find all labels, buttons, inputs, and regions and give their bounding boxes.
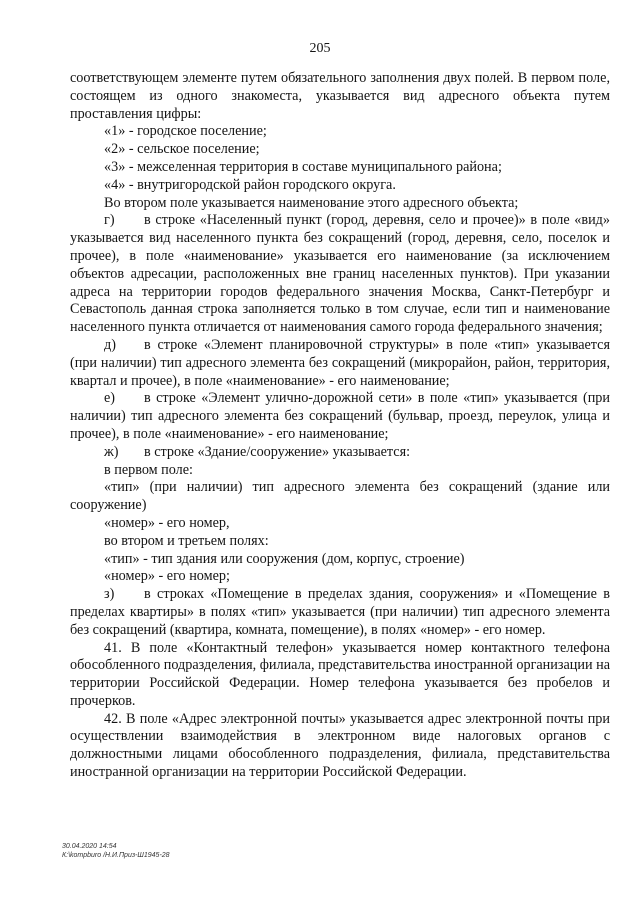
marker-z: з) (104, 586, 115, 603)
document-body (70, 70, 610, 782)
list-item-2: «2» - сельское поселение; (104, 141, 260, 158)
subitem-z-text: в строках «Помещение в пределах здания, сооружения» и «Помещение в пределах квартиры» в полях «тип» указывается (при наличии) тип адресного элемента без сокращений (квартира, комната, помещение), в полях «номер» - его номер. (70, 586, 610, 638)
subitem-zh (70, 444, 610, 462)
paragraph-type-first: «тип» (при наличии) тип адресного элемента без сокращений (здание или сооружение) (70, 479, 610, 514)
subitem-e-text: в строке «Элемент улично-дорожной сети» в поле «тип» указывается (при наличии) тип адресного элемента без сокращений (бульвар, проезд, переулок, улица и прочее), в поле «наименование» - его наименование; (70, 390, 610, 442)
marker-e: е) (104, 390, 116, 407)
subitem-g (70, 212, 610, 337)
subitem-d-text: в строке «Элемент планировочной структуры» в поле «тип» указывается (при наличии) тип адресного элемента без сокращений (микрорайон, район, территория, квартал и прочее), в поле «наименование» - его наименование; (70, 336, 610, 389)
paragraph-first-field: в первом поле: (104, 461, 193, 478)
page-number: 205 (309, 41, 331, 56)
subitem-zh-text: в строке «Здание/сооружение» указывается: (144, 443, 411, 460)
subitem-e (70, 390, 610, 443)
list-item-1: «1» - городское поселение; (104, 123, 267, 140)
paragraph-type-building: «тип» - тип здания или сооружения (дом, корпус, строение) (104, 550, 465, 567)
list-item-3: «3» - межселенная территория в составе муниципального района; (104, 158, 502, 175)
subitem-d (70, 337, 610, 390)
footer-path: К:\kompburo /Н.И.Приз-Ш1945-28 (62, 852, 170, 859)
footer-date: 30.04.2020 14:54 (62, 843, 117, 850)
marker-g: г) (104, 212, 115, 229)
marker-d: д) (104, 336, 116, 353)
subitem-z (70, 586, 610, 639)
marker-zh: ж) (104, 443, 119, 460)
paragraph-second-third-fields: во втором и третьем полях: (104, 532, 269, 549)
paragraph-42: 42. В поле «Адрес электронной почты» указывается адрес электронной почты при осуществлении взаимодействия в электронном виде налоговых органов с должностными лицами обособленного подразделения, филиала, представительства иностранной организации на территории Российской Федерации. (70, 710, 610, 781)
list-item-4: «4» - внутригородской район городского округа. (104, 176, 396, 193)
paragraph-number-building: «номер» - его номер; (104, 568, 230, 585)
paragraph-41: 41. В поле «Контактный телефон» указывается номер контактного телефона обособленного подразделения, филиала, представительства иностранной организации на территории Российской Федерации. Номер телефона указывается без пробелов и прочерков. (70, 639, 610, 709)
subitem-g-text: в строке «Населенный пункт (город, деревня, село и прочее)» в поле «вид» указывается вид населенного пункта без сокращений (город, деревня, село, поселок и прочее), в поле «наименование» указывается его наименование (за исключением объектов адресации, расположенных вне границ населенных пунктов). При указании адреса на территории городов федерального значения Москва, Санкт-Петербург и Севастополь данная строка заполняется только в том случае, если тип и наименование населенного пункта отличается от наименования самого города федерального значения; (70, 212, 610, 336)
paragraph-number-first: «номер» - его номер, (104, 514, 230, 531)
paragraph-second-field: Во втором поле указывается наименование этого адресного объекта; (104, 194, 519, 211)
paragraph-intro: соответствующем элементе путем обязательного заполнения двух полей. В первом поле, состоящем из одного знакоместа, указывается вид адресного объекта путем проставления цифры: (70, 70, 610, 122)
footer-stamp (62, 842, 170, 860)
